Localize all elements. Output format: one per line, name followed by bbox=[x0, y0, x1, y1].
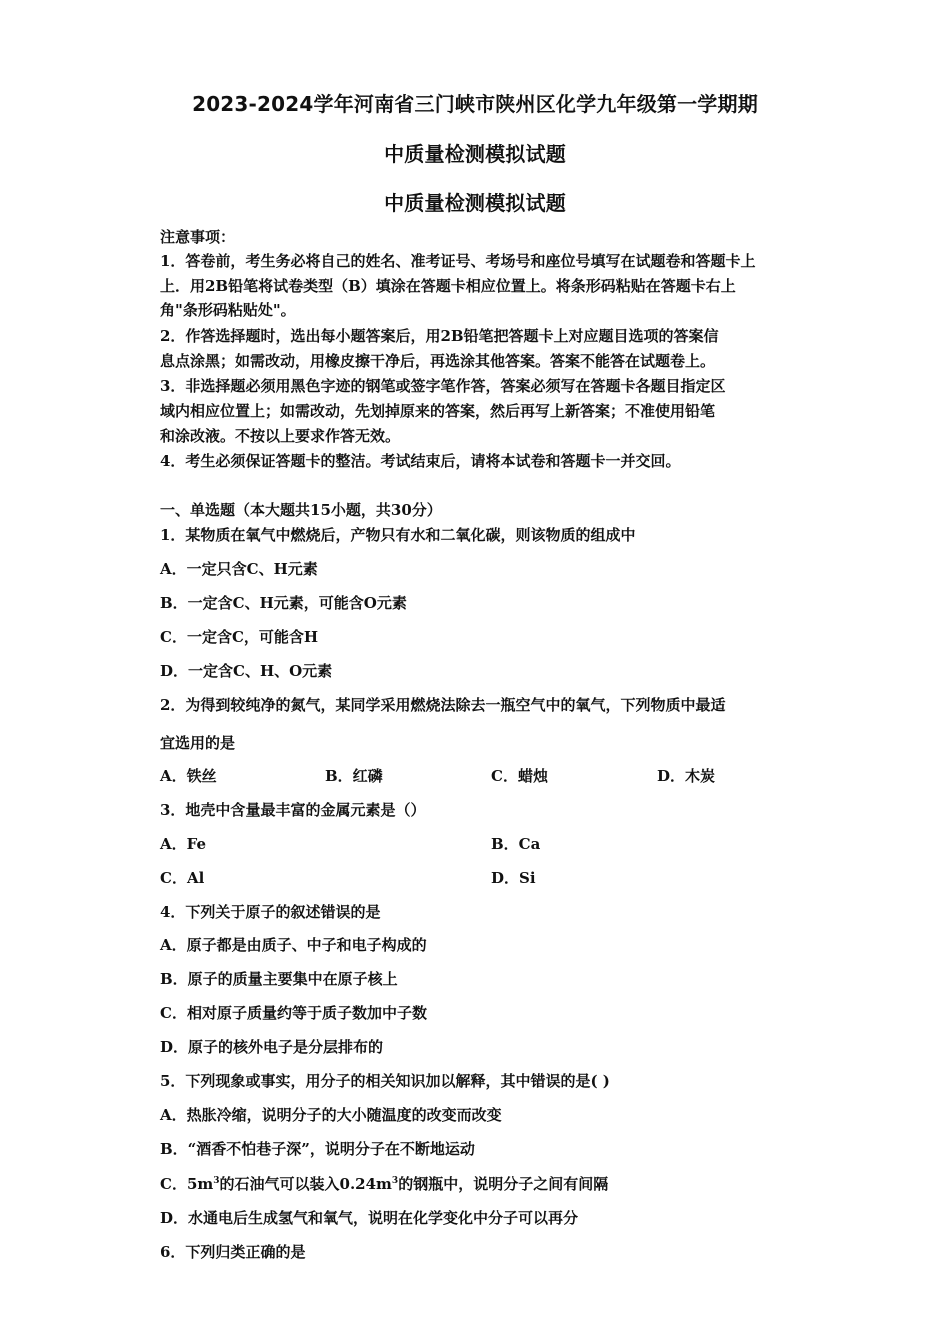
question-1-option-d: D．一定含C、H、O元素 bbox=[160, 662, 333, 680]
question-2-option-d: D．木炭 bbox=[657, 767, 716, 785]
question-4-option-b: B．原子的质量主要集中在原子核上 bbox=[160, 970, 398, 988]
exam-title-line-1: 2023-2024学年河南省三门峡市陕州区化学九年级第一学期期 bbox=[192, 92, 758, 116]
notice-line: 和涂改液。不按以上要求作答无效。 bbox=[160, 427, 401, 445]
question-3-stem: 3．地壳中含量最丰富的金属元素是（） bbox=[160, 801, 426, 819]
question-2-option-c: C．蜡烛 bbox=[491, 767, 548, 785]
exam-title-line-3: 中质量检测模拟试题 bbox=[384, 191, 566, 215]
question-1-option-c: C．一定含C，可能含H bbox=[160, 628, 319, 646]
question-5-option-c-text: 的钢瓶中，说明分子之间有间隔 bbox=[398, 1175, 609, 1193]
question-1-option-a: A．一定只含C、H元素 bbox=[160, 560, 318, 578]
question-3-option-a: A．Fe bbox=[160, 835, 207, 853]
question-5-stem: 5．下列现象或事实，用分子的相关知识加以解释，其中错误的是( ) bbox=[160, 1072, 610, 1090]
question-4-option-d: D．原子的核外电子是分层排布的 bbox=[160, 1038, 384, 1056]
question-1-stem: 1．某物质在氧气中燃烧后，产物只有水和二氧化碳，则该物质的组成中 bbox=[160, 526, 636, 544]
question-2-stem-cont: 宜选用的是 bbox=[160, 734, 236, 752]
notice-line: 上．用2B铅笔将试卷类型（B）填涂在答题卡相应位置上。将条形码粘贴在答题卡右上 bbox=[160, 277, 736, 295]
notice-line: 2．作答选择题时，选出每小题答案后，用2B铅笔把答题卡上对应题目选项的答案信 bbox=[160, 327, 719, 345]
question-5-option-b: B．“酒香不怕巷子深”，说明分子在不断地运动 bbox=[160, 1140, 475, 1158]
notice-heading: 注意事项： bbox=[160, 228, 236, 246]
question-2-stem: 2．为得到较纯净的氮气，某同学采用燃烧法除去一瓶空气中的氧气，下列物质中最适 bbox=[160, 696, 726, 714]
notice-line: 3．非选择题必须用黑色字迹的钢笔或签字笔作答，答案必须写在答题卡各题目指定区 bbox=[160, 377, 726, 395]
question-6-stem: 6．下列归类正确的是 bbox=[160, 1243, 306, 1261]
notice-line: 息点涂黑；如需改动，用橡皮擦干净后，再选涂其他答案。答案不能答在试题卷上。 bbox=[160, 352, 716, 370]
superscript-3: 3 bbox=[213, 1176, 220, 1186]
exam-title-line-2: 中质量检测模拟试题 bbox=[384, 142, 566, 166]
notice-line: 角"条形码粘贴处"。 bbox=[160, 301, 296, 319]
section-heading: 一、单选题（本大题共15小题，共30分） bbox=[160, 501, 442, 519]
notice-line: 4．考生必须保证答题卡的整洁。考试结束后，请将本试卷和答题卡一并交回。 bbox=[160, 452, 681, 470]
question-4-stem: 4．下列关于原子的叙述错误的是 bbox=[160, 903, 381, 921]
question-5-option-c-text: 的石油气可以装入0.24m bbox=[219, 1175, 392, 1193]
question-4-option-c: C．相对原子质量约等于质子数加中子数 bbox=[160, 1004, 427, 1022]
question-5-option-c-text: C．5m bbox=[160, 1175, 214, 1193]
question-3-option-b: B．Ca bbox=[491, 835, 541, 853]
question-4-option-a: A．原子都是由质子、中子和电子构成的 bbox=[160, 936, 427, 954]
question-5-option-c bbox=[160, 1174, 608, 1194]
question-5-option-d: D．水通电后生成氢气和氧气，说明在化学变化中分子可以再分 bbox=[160, 1209, 579, 1227]
superscript-3: 3 bbox=[391, 1176, 399, 1186]
question-3-option-d: D．Si bbox=[491, 869, 536, 887]
question-1-option-b: B．一定含C、H元素，可能含O元素 bbox=[160, 594, 407, 612]
question-5-option-a: A．热胀冷缩，说明分子的大小随温度的改变而改变 bbox=[160, 1106, 502, 1124]
question-2-option-a: A．铁丝 bbox=[160, 767, 217, 785]
question-2-option-b: B．红磷 bbox=[325, 767, 383, 785]
notice-line: 域内相应位置上；如需改动，先划掉原来的答案，然后再写上新答案；不准使用铅笔 bbox=[160, 402, 716, 420]
question-3-option-c: C．Al bbox=[160, 869, 205, 887]
notice-line: 1．答卷前，考生务必将自己的姓名、准考证号、考场号和座位号填写在试题卷和答题卡上 bbox=[160, 252, 756, 270]
